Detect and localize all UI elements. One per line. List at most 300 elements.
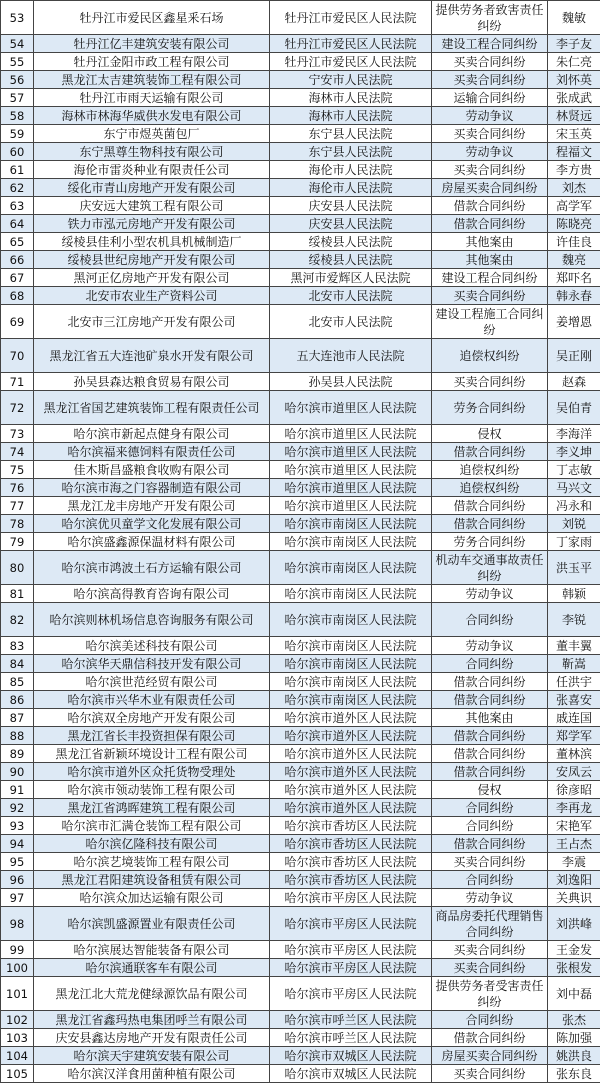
case-type: 劳动争议: [432, 107, 548, 125]
court-name: 哈尔滨市平房区人民法院: [270, 959, 432, 977]
case-type: 买卖合同纠纷: [432, 161, 548, 179]
row-number: 83: [1, 637, 34, 655]
person-name: 靳嵩: [548, 655, 600, 673]
table-row: [1, 745, 600, 763]
row-number: 97: [1, 889, 34, 907]
court-name: 黑河市爱辉区人民法院: [270, 269, 432, 287]
company-name: 北安市三江房地产开发有限公司: [34, 305, 270, 339]
court-name: 哈尔滨市道外区人民法院: [270, 781, 432, 799]
person-name: 刘锐: [548, 515, 600, 533]
company-name: 哈尔滨市新起点健身有限公司: [34, 425, 270, 443]
company-name: 东宁黑尊生物科技有限公司: [34, 143, 270, 161]
court-name: 北安市人民法院: [270, 305, 432, 339]
court-name: 哈尔滨市道里区人民法院: [270, 479, 432, 497]
table-row: [1, 443, 600, 461]
case-type: 借款合同纠纷: [432, 497, 548, 515]
company-name: 黑龙江龙丰房地产开发有限公司: [34, 497, 270, 515]
company-name: 哈尔滨展达智能装备有限公司: [34, 941, 270, 959]
row-number: 89: [1, 745, 34, 763]
row-number: 58: [1, 107, 34, 125]
person-name: 宋艳军: [548, 817, 600, 835]
company-name: 黑龙江省新颖环境设计工程有限公司: [34, 745, 270, 763]
person-name: 董丰翼: [548, 637, 600, 655]
table-row: [1, 71, 600, 89]
company-name: 黑河正亿房地产开发有限公司: [34, 269, 270, 287]
row-number: 104: [1, 1047, 34, 1065]
row-number: 73: [1, 425, 34, 443]
company-name: 铁力市泓元房地产开发有限公司: [34, 215, 270, 233]
table-row: [1, 161, 600, 179]
row-number: 53: [1, 1, 34, 35]
person-name: 刘怀英: [548, 71, 600, 89]
company-name: 黑龙江省鸿晖建筑工程有限公司: [34, 799, 270, 817]
table-row: [1, 125, 600, 143]
case-type: 合同纠纷: [432, 655, 548, 673]
company-name: 哈尔滨市兴华木业有限责任公司: [34, 691, 270, 709]
table-row: [1, 603, 600, 637]
court-name: 哈尔滨市道外区人民法院: [270, 745, 432, 763]
table-row: [1, 799, 600, 817]
company-name: 哈尔滨优贝童学文化发展有限公司: [34, 515, 270, 533]
company-name: 哈尔滨通联客车有限公司: [34, 959, 270, 977]
table-row: [1, 1065, 600, 1083]
row-number: 66: [1, 251, 34, 269]
person-name: 张东良: [548, 1065, 600, 1083]
case-type: 买卖合同纠纷: [432, 1065, 548, 1083]
court-name: 北安市人民法院: [270, 287, 432, 305]
table-row: [1, 1047, 600, 1065]
court-name: 绥棱县人民法院: [270, 233, 432, 251]
table-row: [1, 515, 600, 533]
case-type: 买卖合同纠纷: [432, 941, 548, 959]
court-name: 哈尔滨市南岗区人民法院: [270, 515, 432, 533]
table-row: [1, 817, 600, 835]
case-type: 其他案由: [432, 709, 548, 727]
row-number: 55: [1, 53, 34, 71]
row-number: 90: [1, 763, 34, 781]
court-name: 哈尔滨市平房区人民法院: [270, 977, 432, 1011]
person-name: 徐彦昭: [548, 781, 600, 799]
case-type: 侵权: [432, 425, 548, 443]
row-number: 59: [1, 125, 34, 143]
court-name: 孙吴县人民法院: [270, 373, 432, 391]
case-type: 其他案由: [432, 233, 548, 251]
court-name: 哈尔滨市南岗区人民法院: [270, 655, 432, 673]
person-name: 朱仁亮: [548, 53, 600, 71]
person-name: 李海洋: [548, 425, 600, 443]
table-row: [1, 585, 600, 603]
court-name: 哈尔滨市南岗区人民法院: [270, 673, 432, 691]
company-name: 牡丹江金阳市政工程有限公司: [34, 53, 270, 71]
company-name: 哈尔滨福来德饲料有限责任公司: [34, 443, 270, 461]
person-name: 魏亮: [548, 251, 600, 269]
case-type: 借款合同纠纷: [432, 763, 548, 781]
company-name: 黑龙江省长丰投资担保有限公司: [34, 727, 270, 745]
court-name: 东宁县人民法院: [270, 125, 432, 143]
case-type: 合同纠纷: [432, 871, 548, 889]
row-number: 99: [1, 941, 34, 959]
person-name: 刘杰: [548, 179, 600, 197]
court-name: 海伦市人民法院: [270, 161, 432, 179]
row-number: 80: [1, 551, 34, 585]
table-row: [1, 1029, 600, 1047]
table-row: [1, 269, 600, 287]
table-row: [1, 287, 600, 305]
row-number: 91: [1, 781, 34, 799]
person-name: 张根发: [548, 959, 600, 977]
court-name: 牡丹江市爱民区人民法院: [270, 35, 432, 53]
company-name: 哈尔滨世范经贸有限公司: [34, 673, 270, 691]
company-name: 哈尔滨众加达运输有限公司: [34, 889, 270, 907]
company-name: 哈尔滨则林机场信息咨询服务有限公司: [34, 603, 270, 637]
case-type: 机动车交通事故责任纠纷: [432, 551, 548, 585]
table-row: [1, 373, 600, 391]
row-number: 92: [1, 799, 34, 817]
table-row: [1, 907, 600, 941]
person-name: 许佳良: [548, 233, 600, 251]
company-name: 牡丹江市爱民区鑫星釆石场: [34, 1, 270, 35]
row-number: 78: [1, 515, 34, 533]
row-number: 96: [1, 871, 34, 889]
court-name: 哈尔滨市南岗区人民法院: [270, 533, 432, 551]
row-number: 61: [1, 161, 34, 179]
company-name: 海伦市雷炎种业有限责任公司: [34, 161, 270, 179]
table-row: [1, 1, 600, 35]
row-number: 86: [1, 691, 34, 709]
company-name: 哈尔滨天宇建筑安装有限公司: [34, 1047, 270, 1065]
case-type: 借款合同纠纷: [432, 197, 548, 215]
table-row: [1, 461, 600, 479]
case-type: 借款合同纠纷: [432, 1029, 548, 1047]
case-type: 追偿权纠纷: [432, 339, 548, 373]
company-name: 哈尔滨盛鑫源保温材料有限公司: [34, 533, 270, 551]
court-name: 绥棱县人民法院: [270, 251, 432, 269]
company-name: 哈尔滨高得教育咨询有限公司: [34, 585, 270, 603]
court-name: 庆安县人民法院: [270, 215, 432, 233]
row-number: 75: [1, 461, 34, 479]
person-name: 董林滨: [548, 745, 600, 763]
row-number: 65: [1, 233, 34, 251]
court-name: 海林市人民法院: [270, 89, 432, 107]
company-name: 海林市林海华威供水发电有限公司: [34, 107, 270, 125]
court-name: 哈尔滨市道外区人民法院: [270, 763, 432, 781]
case-type: 运输合同纠纷: [432, 89, 548, 107]
row-number: 72: [1, 391, 34, 425]
person-name: 张杰: [548, 1011, 600, 1029]
court-name: 哈尔滨市双城区人民法院: [270, 1065, 432, 1083]
row-number: 103: [1, 1029, 34, 1047]
row-number: 94: [1, 835, 34, 853]
case-type: 建设工程施工合同纠纷: [432, 305, 548, 339]
case-type: 合同纠纷: [432, 799, 548, 817]
company-name: 佳木斯昌盛粮食收购有限公司: [34, 461, 270, 479]
company-name: 哈尔滨市鸿波土石方运输有限公司: [34, 551, 270, 585]
court-name: 哈尔滨市平房区人民法院: [270, 889, 432, 907]
table-row: [1, 533, 600, 551]
company-name: 哈尔滨亿隆科技有限公司: [34, 835, 270, 853]
person-name: 郑吓名: [548, 269, 600, 287]
person-name: 姜增恩: [548, 305, 600, 339]
company-name: 绥棱县佳利小型农机具机械制造厂: [34, 233, 270, 251]
case-type: 合同纠纷: [432, 603, 548, 637]
case-type: 侵权: [432, 781, 548, 799]
court-name: 哈尔滨市香坊区人民法院: [270, 853, 432, 871]
case-type: 房屋买卖合同纠纷: [432, 179, 548, 197]
court-name: 哈尔滨市香坊区人民法院: [270, 871, 432, 889]
row-number: 81: [1, 585, 34, 603]
case-type: 买卖合同纠纷: [432, 959, 548, 977]
company-name: 哈尔滨汉洋食用菌种植有限公司: [34, 1065, 270, 1083]
table-row: [1, 871, 600, 889]
row-number: 56: [1, 71, 34, 89]
court-name: 宁安市人民法院: [270, 71, 432, 89]
person-name: 郑学军: [548, 727, 600, 745]
court-name: 哈尔滨市道外区人民法院: [270, 709, 432, 727]
person-name: 李方贵: [548, 161, 600, 179]
company-name: 哈尔滨华天鼎信科技开发有限公司: [34, 655, 270, 673]
table-row: [1, 251, 600, 269]
court-name: 哈尔滨市道里区人民法院: [270, 497, 432, 515]
person-name: 安凤云: [548, 763, 600, 781]
person-name: 程福文: [548, 143, 600, 161]
table-row: [1, 305, 600, 339]
company-name: 牡丹江市雨天运输有限公司: [34, 89, 270, 107]
table-row: [1, 53, 600, 71]
person-name: 李锐: [548, 603, 600, 637]
case-type: 劳动争议: [432, 637, 548, 655]
row-number: 62: [1, 179, 34, 197]
table-row: [1, 479, 600, 497]
table-row: [1, 889, 600, 907]
court-name: 哈尔滨市道里区人民法院: [270, 425, 432, 443]
court-name: 哈尔滨市南岗区人民法院: [270, 691, 432, 709]
court-name: 哈尔滨市平房区人民法院: [270, 907, 432, 941]
company-name: 哈尔滨艺境装饰工程有限公司: [34, 853, 270, 871]
table-row: [1, 339, 600, 373]
row-number: 69: [1, 305, 34, 339]
case-type: 追偿权纠纷: [432, 461, 548, 479]
row-number: 76: [1, 479, 34, 497]
case-type: 借款合同纠纷: [432, 745, 548, 763]
court-name: 海伦市人民法院: [270, 179, 432, 197]
company-name: 北安市农业生产资料公司: [34, 287, 270, 305]
row-number: 70: [1, 339, 34, 373]
court-name: 哈尔滨市道外区人民法院: [270, 799, 432, 817]
row-number: 77: [1, 497, 34, 515]
person-name: 林贤远: [548, 107, 600, 125]
person-name: 王占杰: [548, 835, 600, 853]
person-name: 吴伯青: [548, 391, 600, 425]
court-name: 哈尔滨市呼兰区人民法院: [270, 1011, 432, 1029]
court-name: 哈尔滨市道里区人民法院: [270, 461, 432, 479]
case-type: 买卖合同纠纷: [432, 373, 548, 391]
person-name: 马兴文: [548, 479, 600, 497]
court-name: 海林市人民法院: [270, 107, 432, 125]
table-row: [1, 673, 600, 691]
company-name: 哈尔滨市领动装饰工程有限公司: [34, 781, 270, 799]
company-name: 哈尔滨美述科技有限公司: [34, 637, 270, 655]
case-type: 借款合同纠纷: [432, 515, 548, 533]
company-name: 黑龙江省国艺建筑装饰工程有限责任公司: [34, 391, 270, 425]
person-name: 李震: [548, 853, 600, 871]
court-name: 牡丹江市爱民区人民法院: [270, 53, 432, 71]
table-row: [1, 143, 600, 161]
company-name: 孙吴县森达粮食贸易有限公司: [34, 373, 270, 391]
row-number: 101: [1, 977, 34, 1011]
case-type: 提供劳务者致害责任纠纷: [432, 1, 548, 35]
row-number: 93: [1, 817, 34, 835]
case-type: 劳动争议: [432, 143, 548, 161]
table-row: [1, 835, 600, 853]
case-type: 买卖合同纠纷: [432, 287, 548, 305]
company-name: 黑龙江北大荒龙健绿源饮品有限公司: [34, 977, 270, 1011]
case-type: 借款合同纠纷: [432, 215, 548, 233]
case-type: 劳务合同纠纷: [432, 533, 548, 551]
row-number: 79: [1, 533, 34, 551]
person-name: 赵森: [548, 373, 600, 391]
row-number: 67: [1, 269, 34, 287]
person-name: 宋玉英: [548, 125, 600, 143]
court-name: 哈尔滨市南岗区人民法院: [270, 637, 432, 655]
row-number: 71: [1, 373, 34, 391]
person-name: 吴正刚: [548, 339, 600, 373]
table-row: [1, 551, 600, 585]
person-name: 丁志敏: [548, 461, 600, 479]
court-name: 哈尔滨市呼兰区人民法院: [270, 1029, 432, 1047]
company-name: 哈尔滨市汇满仓装饰工程有限公司: [34, 817, 270, 835]
person-name: 姚洪良: [548, 1047, 600, 1065]
table-row: [1, 35, 600, 53]
person-name: 刘洪峰: [548, 907, 600, 941]
table-row: [1, 107, 600, 125]
table-row: [1, 89, 600, 107]
case-type: 提供劳务者受害责任纠纷: [432, 977, 548, 1011]
row-number: 54: [1, 35, 34, 53]
row-number: 88: [1, 727, 34, 745]
case-type: 建设工程合同纠纷: [432, 269, 548, 287]
company-name: 庆安县鑫达房地产开发有限责任公司: [34, 1029, 270, 1047]
case-type: 商品房委托代理销售合同纠纷: [432, 907, 548, 941]
person-name: 张成武: [548, 89, 600, 107]
person-name: 刘逸阳: [548, 871, 600, 889]
person-name: 戚连国: [548, 709, 600, 727]
case-type: 其他案由: [432, 251, 548, 269]
table-row: [1, 391, 600, 425]
person-name: 冯永和: [548, 497, 600, 515]
row-number: 82: [1, 603, 34, 637]
court-name: 哈尔滨市香坊区人民法院: [270, 817, 432, 835]
table-row: [1, 637, 600, 655]
table-row: [1, 977, 600, 1011]
table-row: [1, 179, 600, 197]
case-type: 买卖合同纠纷: [432, 53, 548, 71]
case-type: 劳动争议: [432, 585, 548, 603]
person-name: 陈晓亮: [548, 215, 600, 233]
company-name: 黑龙江太吉建筑装饰工程有限公司: [34, 71, 270, 89]
company-name: 哈尔滨凯盛源置业有限责任公司: [34, 907, 270, 941]
case-type: 买卖合同纠纷: [432, 71, 548, 89]
debtor-table-body: [1, 1, 600, 1083]
table-row: [1, 709, 600, 727]
table-row: [1, 941, 600, 959]
court-name: 哈尔滨市南岗区人民法院: [270, 585, 432, 603]
table-row: [1, 197, 600, 215]
case-type: 合同纠纷: [432, 1011, 548, 1029]
case-type: 借款合同纠纷: [432, 691, 548, 709]
case-type: 追偿权纠纷: [432, 479, 548, 497]
table-row: [1, 781, 600, 799]
case-type: 建设工程合同纠纷: [432, 35, 548, 53]
row-number: 105: [1, 1065, 34, 1083]
person-name: 任洪宇: [548, 673, 600, 691]
court-name: 哈尔滨市南岗区人民法院: [270, 551, 432, 585]
court-name: 东宁县人民法院: [270, 143, 432, 161]
table-row: [1, 959, 600, 977]
table-row: [1, 727, 600, 745]
company-name: 哈尔滨市道外区众托货物受理处: [34, 763, 270, 781]
company-name: 东宁市煜英菌包厂: [34, 125, 270, 143]
person-name: 刘中磊: [548, 977, 600, 1011]
table-row: [1, 853, 600, 871]
case-type: 劳动争议: [432, 889, 548, 907]
row-number: 74: [1, 443, 34, 461]
court-name: 庆安县人民法院: [270, 197, 432, 215]
court-name: 五大连池市人民法院: [270, 339, 432, 373]
row-number: 87: [1, 709, 34, 727]
company-name: 哈尔滨市海之门容器制造有限公司: [34, 479, 270, 497]
court-name: 哈尔滨市道里区人民法院: [270, 391, 432, 425]
court-name: 哈尔滨市香坊区人民法院: [270, 835, 432, 853]
case-type: 合同纠纷: [432, 817, 548, 835]
company-name: 黑龙江省五大连池矿泉水开发有限公司: [34, 339, 270, 373]
row-number: 57: [1, 89, 34, 107]
court-name: 哈尔滨市南岗区人民法院: [270, 603, 432, 637]
row-number: 100: [1, 959, 34, 977]
person-name: 丁家雨: [548, 533, 600, 551]
company-name: 庆安远大建筑工程有限公司: [34, 197, 270, 215]
row-number: 84: [1, 655, 34, 673]
person-name: 王金发: [548, 941, 600, 959]
table-row: [1, 233, 600, 251]
court-name: 哈尔滨市平房区人民法院: [270, 941, 432, 959]
company-name: 牡丹江亿丰建筑安装有限公司: [34, 35, 270, 53]
table-row: [1, 763, 600, 781]
person-name: 韩颖: [548, 585, 600, 603]
table-row: [1, 691, 600, 709]
row-number: 60: [1, 143, 34, 161]
table-row: [1, 1011, 600, 1029]
row-number: 85: [1, 673, 34, 691]
person-name: 韩永春: [548, 287, 600, 305]
row-number: 98: [1, 907, 34, 941]
row-number: 68: [1, 287, 34, 305]
person-name: 魏敏: [548, 1, 600, 35]
case-type: 借款合同纠纷: [432, 443, 548, 461]
row-number: 64: [1, 215, 34, 233]
case-type: 借款合同纠纷: [432, 835, 548, 853]
court-name: 哈尔滨市道里区人民法院: [270, 443, 432, 461]
case-type: 买卖合同纠纷: [432, 125, 548, 143]
company-name: 黑龙江省鑫玛热电集团呼兰有限公司: [34, 1011, 270, 1029]
person-name: 洪玉平: [548, 551, 600, 585]
case-type: 房屋买卖合同纠纷: [432, 1047, 548, 1065]
company-name: 黑龙江君阳建筑设备租赁有限公司: [34, 871, 270, 889]
person-name: 李义坤: [548, 443, 600, 461]
case-type: 借款合同纠纷: [432, 673, 548, 691]
table-row: [1, 215, 600, 233]
person-name: 高学军: [548, 197, 600, 215]
person-name: 张喜安: [548, 691, 600, 709]
